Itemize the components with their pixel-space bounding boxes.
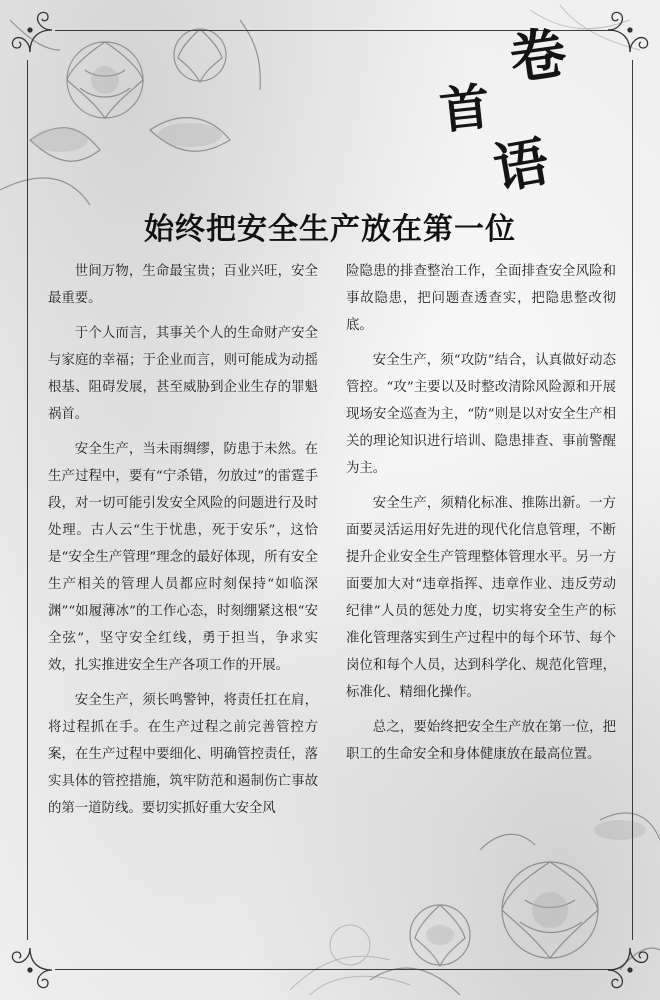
scroll-flourish-icon: [606, 946, 652, 992]
paragraph: 世间万物，生命最宝贵；百业兴旺，安全最重要。: [48, 264, 318, 306]
frame-border-bottom: [55, 969, 615, 970]
banner-character: 首: [437, 76, 493, 141]
leaf-line-art-icon: [280, 890, 420, 1000]
paragraph: 于个人而言，其事关个人的生命财产安全与家庭的幸福；于企业而言，则可能成为动摇根基、阻碍发展，甚至威胁到企业生存的罪魁祸首。: [48, 326, 318, 422]
paragraph: 安全生产，须精化标准、推陈出新。一方面要灵活运用好先进的现代化信息管理，不断提升企业安全生产管理整体管理水平。另一方面要加大对“违章指挥、违章作业、违反劳动纪律”人员的惩处力度，切实将安全生产的标准化管理落实到生产过程中的每个环节、每个岗位和每个人员，达到科学化、规范化管理，标准化、精细化操作。: [346, 496, 616, 700]
paragraph: 安全生产，须长鸣警钟，将责任扛在肩，将过程抓在手。在生产过程之前完善管控方案，在生产过程中要细化、明确管控责任，落实具体的管控措施，筑牢防范和遏制伤亡事故的第一道防线。要切实抓好重大安全风: [48, 693, 318, 816]
scroll-flourish-icon: [606, 8, 652, 54]
paragraph: 险隐患的排查整治工作，全面排查安全风险和事故隐患，把问题查透查实，把隐患整改彻底。: [346, 264, 616, 333]
paragraph: 总之，要始终把安全生产放在第一位，把职工的生命安全和身体健康放在最高位置。: [346, 720, 616, 762]
frame-border-right: [632, 60, 633, 940]
section-banner: [437, 19, 588, 203]
article-column-right: [346, 258, 616, 768]
paragraph: 安全生产，当未雨绸缪，防患于未然。在生产过程中，要有“宁杀错，勿放过”的雷霆手段，对一切可能引发安全风险的问题进行及时处理。古人云“生于忧患，死于安乐”，这恰是“安全生产管理”理念的最好体现，所有安全生产相关的管理人员都应时刻保持“如临深渊”“如履薄冰”的工作心态，时刻绷紧这根“安全弦”，坚守安全红线，勇于担当，争求实效，扎实推进安全生产各项工作的开展。: [48, 442, 318, 673]
frame-border-left: [27, 60, 28, 940]
scroll-flourish-icon: [8, 8, 54, 54]
article-column-left: [48, 258, 318, 822]
banner-character: 卷: [505, 19, 571, 93]
banner-character: 语: [488, 128, 554, 202]
article-title: 始终把安全生产放在第一位: [144, 212, 516, 247]
scroll-flourish-icon: [8, 946, 54, 992]
paragraph: 安全生产，须“攻防”结合，认真做好动态管控。“攻”主要以及时整改清除风险源和开展现场安全巡查为主，“防”则是以对安全生产相关的理论知识进行培训、隐患排查、事前警醒为主。: [346, 353, 616, 476]
